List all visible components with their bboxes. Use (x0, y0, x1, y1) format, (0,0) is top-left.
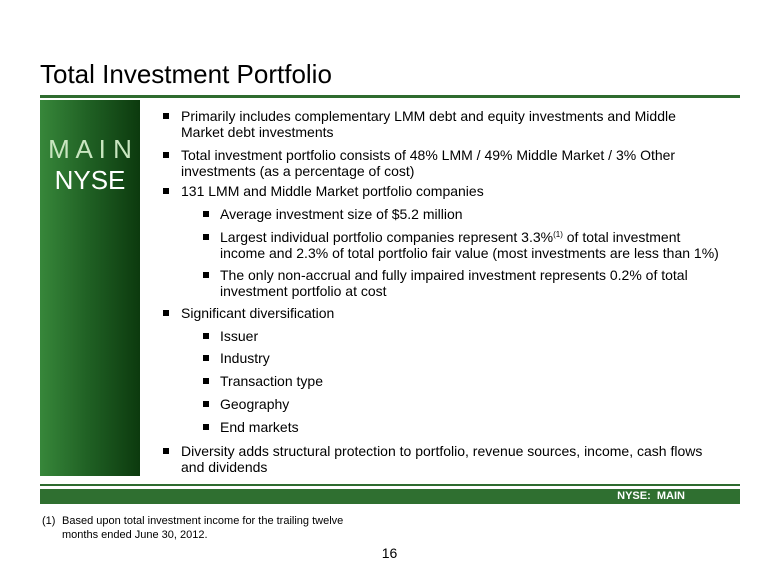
footer-bar (40, 489, 740, 504)
sub-bullet-square-icon (203, 401, 209, 407)
sub-bullet-text-line: Issuer (220, 328, 259, 344)
bullet-text-line: Diversity adds structural protection to portfolio, revenue sources, income, cash flows (181, 443, 703, 459)
bullet-text-line: Total investment portfolio consists of 48% LMM / 49% Middle Market / 3% Other (181, 147, 676, 163)
sub-bullet-text (220, 206, 463, 222)
footnote-text (62, 514, 343, 542)
sub-bullet-text-line: End markets (220, 419, 299, 435)
sub-bullet-square-icon (203, 424, 209, 430)
sub-bullet-text (220, 373, 323, 389)
bullet-text-line: Significant diversification (181, 305, 335, 321)
footer-divider (40, 484, 740, 486)
bullet-text-line: 131 LMM and Middle Market portfolio companies (181, 183, 484, 199)
sub-bullet-square-icon (203, 272, 209, 278)
side-panel (40, 100, 140, 476)
footnote-text-line: months ended June 30, 2012. (62, 529, 208, 541)
footnote-reference: (1) (553, 230, 563, 239)
sub-bullet-text (220, 229, 719, 261)
sub-bullet-text-line (220, 229, 719, 245)
sub-bullet-square-icon (203, 234, 209, 240)
bullet-square-icon (163, 113, 169, 119)
bullet-square-icon (163, 310, 169, 316)
side-panel-exchange-label: NYSE (54, 165, 126, 195)
title-divider (40, 95, 740, 98)
sub-bullet-square-icon (203, 211, 209, 217)
sub-bullet-text (220, 328, 258, 344)
sub-bullet-square-icon (203, 378, 209, 384)
sub-bullet-text-segment: of total investment (562, 229, 681, 245)
page-number: 16 (381, 545, 398, 561)
side-panel-main-label: M A I N (48, 134, 132, 164)
sub-bullet-text-line: Average investment size of $5.2 million (220, 206, 463, 222)
bullet-text-line: Primarily includes complementary LMM debt and equity investments and Middle (181, 108, 676, 124)
sub-bullet-text-line: Transaction type (220, 373, 323, 389)
sub-bullet-text (220, 396, 289, 412)
bullet-text (181, 183, 484, 199)
bullet-text-line: Market debt investments (181, 124, 334, 140)
page-title: Total Investment Portfolio (40, 59, 332, 89)
bullet-text (181, 305, 334, 321)
sub-bullet-square-icon (203, 355, 209, 361)
sub-bullet-square-icon (203, 333, 209, 339)
footer-ticker-label: NYSE: MAIN (617, 490, 685, 502)
footnote-text-line: Based upon total investment income for the trailing twelve (62, 515, 344, 527)
sub-bullet-text-line: Geography (220, 396, 290, 412)
bullet-square-icon (163, 448, 169, 454)
bullet-text (181, 108, 676, 140)
bullet-square-icon (163, 188, 169, 194)
sub-bullet-text-line: The only non-accrual and fully impaired investment represents 0.2% of total (220, 267, 688, 283)
sub-bullet-text-line: income and 2.3% of total portfolio fair value (most investments are less than 1%) (220, 245, 719, 261)
bullet-text-line: investments (as a percentage of cost) (181, 163, 415, 179)
bullet-text (181, 147, 675, 179)
sub-bullet-text-line: investment portfolio at cost (220, 283, 387, 299)
sub-bullet-text (220, 419, 299, 435)
bullet-text (181, 443, 702, 475)
footnote-marker: (1) (42, 515, 56, 527)
bullet-square-icon (163, 152, 169, 158)
bullet-text-line: and dividends (181, 459, 268, 475)
sub-bullet-text (220, 350, 270, 366)
sub-bullet-text-segment: Largest individual portfolio companies represent 3.3% (220, 229, 554, 245)
sub-bullet-text-line: Industry (220, 350, 270, 366)
sub-bullet-text (220, 267, 688, 299)
